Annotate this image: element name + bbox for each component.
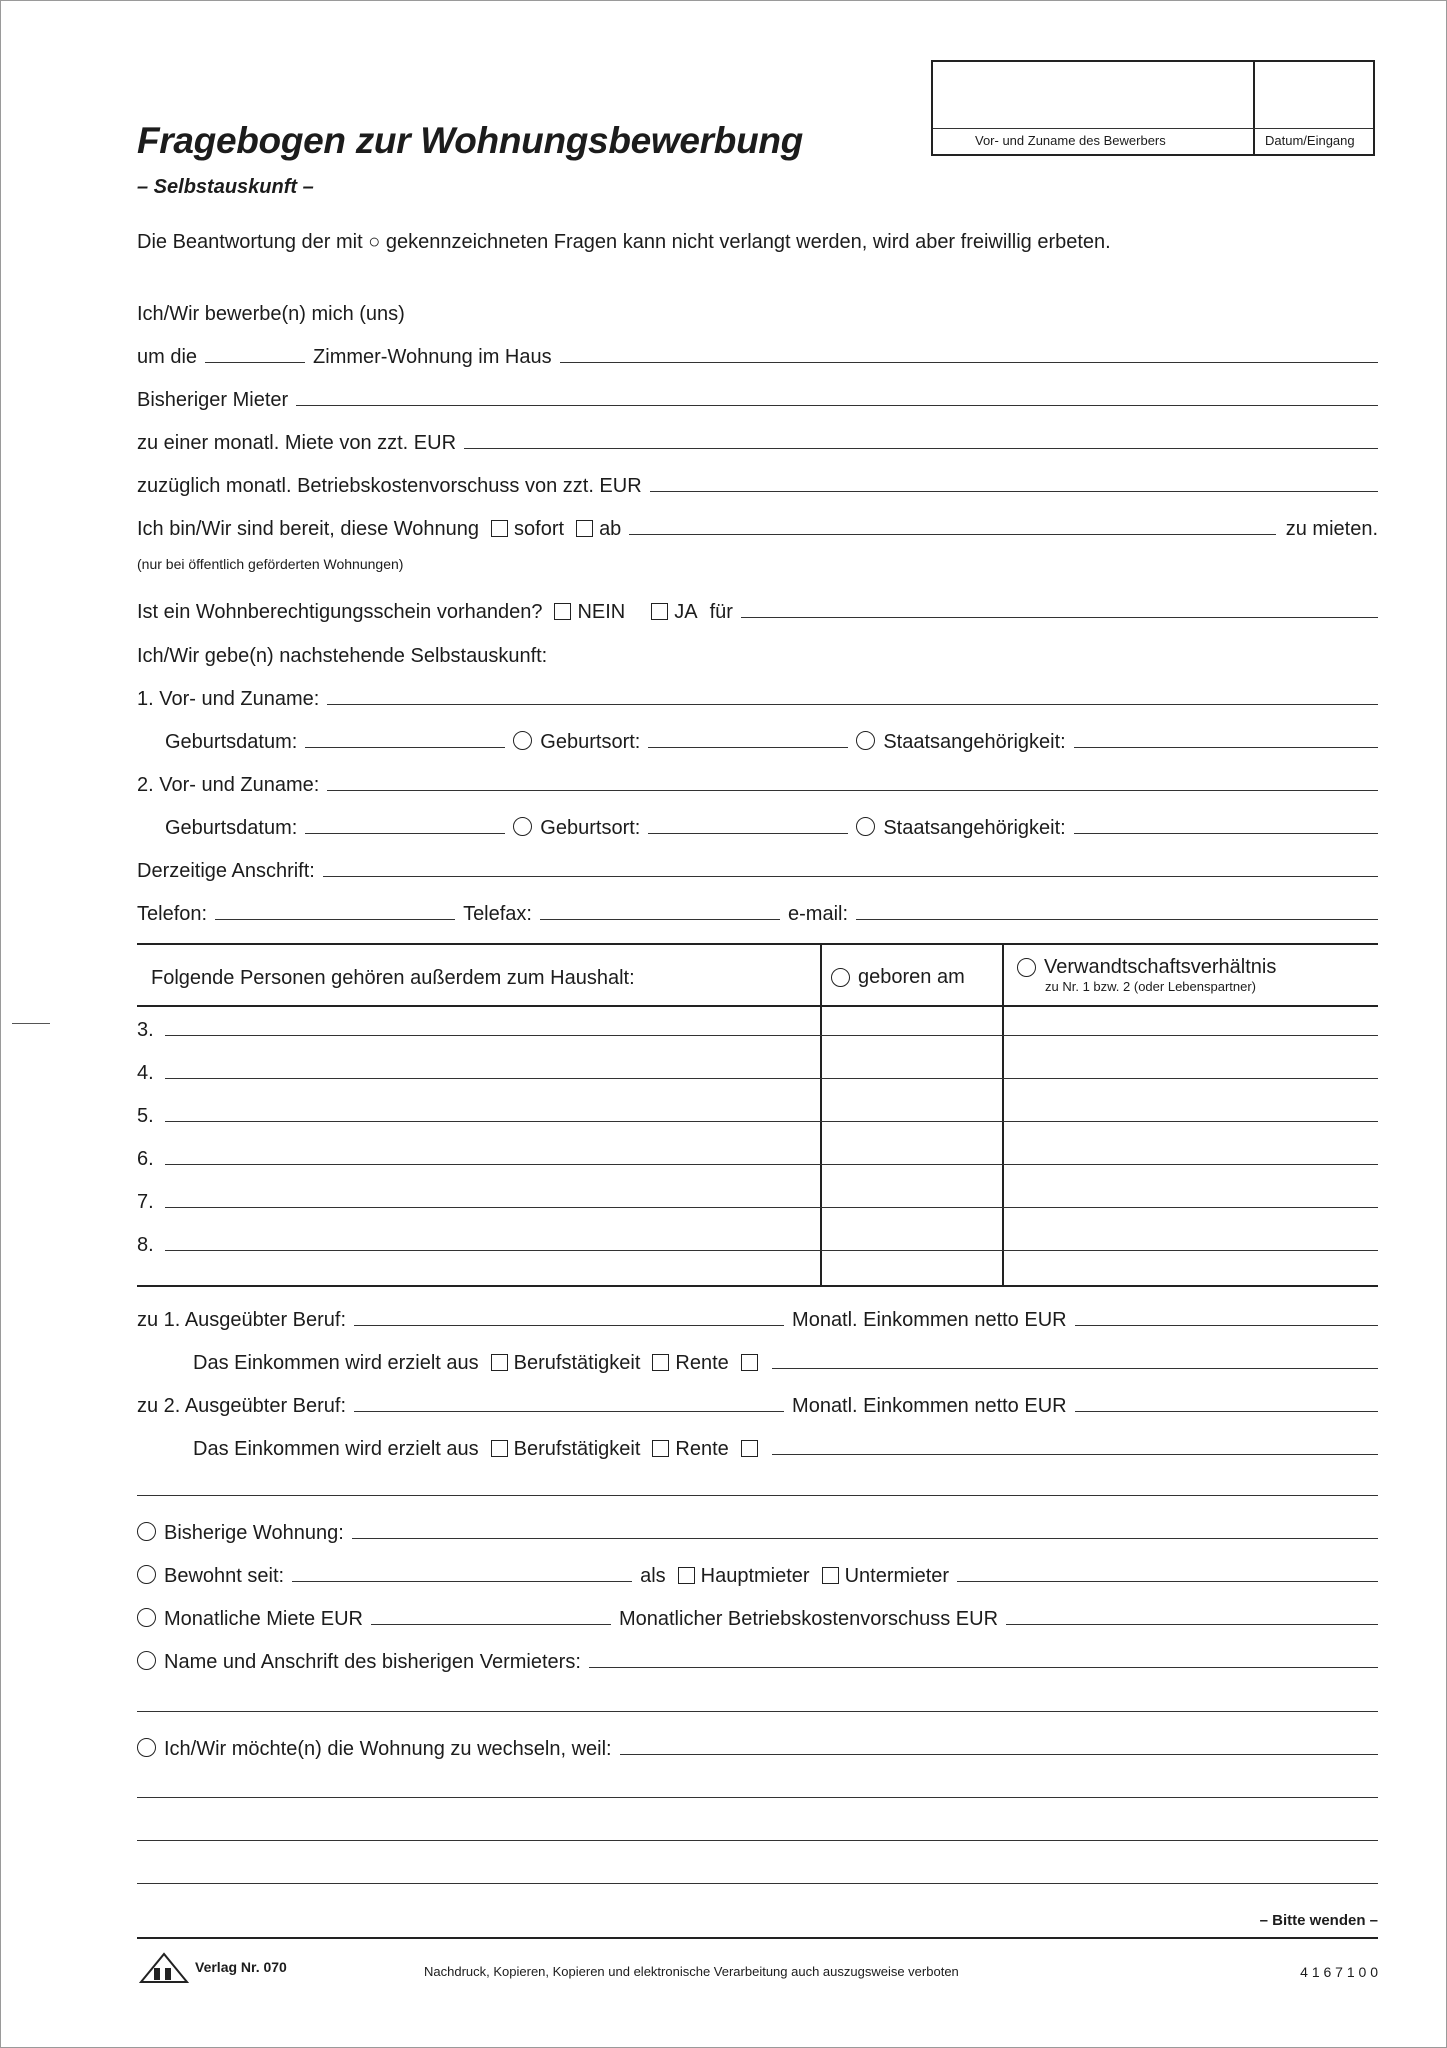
wechsel-radio[interactable]	[137, 1738, 156, 1757]
page-subtitle: – Selbstauskunft –	[137, 176, 314, 198]
person2-geburtsort-field[interactable]	[648, 833, 848, 834]
telefon-label: Telefon:	[137, 903, 208, 925]
hauptmieter-checkbox[interactable]	[678, 1567, 695, 1584]
prev-als-field[interactable]	[957, 1581, 1378, 1582]
verlag-number: Verlag Nr. 070	[195, 1959, 287, 1975]
income1-other-checkbox[interactable]	[741, 1354, 758, 1371]
prev-betriebskosten-field[interactable]	[1006, 1624, 1378, 1625]
income2-row	[137, 1388, 1378, 1418]
prev-seit-row	[137, 1558, 1378, 1588]
email-label: e-mail:	[788, 903, 849, 925]
person2-geburtsort-label: Geburtsort:	[540, 817, 641, 839]
sofort-label: sofort	[514, 518, 565, 540]
person1-name-row	[137, 681, 1378, 711]
untermieter-label: Untermieter	[844, 1565, 950, 1587]
telefax-label: Telefax:	[463, 903, 532, 925]
miete-field[interactable]	[464, 448, 1378, 449]
margin-fold-mark	[12, 1023, 50, 1024]
income1-source-row	[137, 1345, 1378, 1375]
prev-seit-field[interactable]	[292, 1581, 632, 1582]
person1-name-label: 1. Vor- und Zuname:	[137, 688, 320, 710]
footer-rule	[137, 1937, 1378, 1939]
small-note: (nur bei öffentlich geförderten Wohnungen)	[137, 556, 404, 572]
household-row-number: 4.	[137, 1062, 154, 1084]
household-row-field[interactable]	[165, 1250, 1378, 1251]
income2-other-field[interactable]	[772, 1454, 1378, 1455]
household-row-field[interactable]	[165, 1121, 1378, 1122]
income1-netto-label: Monatl. Einkommen netto EUR	[792, 1309, 1067, 1331]
footer-hinweis: Nachdruck, Kopieren, Kopieren und elektronische Verarbeitung auch auszugsweise verboten	[424, 1964, 959, 1979]
prev-vermieter-label: Name und Anschrift des bisherigen Vermieters:	[164, 1651, 581, 1673]
betriebskosten-field[interactable]	[650, 491, 1378, 492]
person2-name-field[interactable]	[327, 790, 1378, 791]
person2-birth-row	[137, 810, 1378, 840]
household-row	[137, 1098, 1378, 1128]
income2-beruf-check-label: Berufstätigkeit	[513, 1438, 641, 1460]
prev-vermieter-radio[interactable]	[137, 1651, 156, 1670]
person2-staat-label: Staatsangehörigkeit:	[883, 817, 1066, 839]
betriebskosten-row	[137, 468, 1378, 498]
untermieter-checkbox[interactable]	[822, 1567, 839, 1584]
person1-geburtsdatum-label: Geburtsdatum:	[165, 731, 298, 753]
income1-rente-checkbox[interactable]	[652, 1354, 669, 1371]
income1-row	[137, 1302, 1378, 1332]
sofort-checkbox[interactable]	[491, 520, 508, 537]
intro-row	[137, 224, 1378, 254]
household-row-number: 6.	[137, 1148, 154, 1170]
verwandt-label: Verwandtschaftsverhältnis	[1044, 956, 1277, 978]
prev-wohnung-row	[137, 1515, 1378, 1545]
household-row-number: 5.	[137, 1105, 154, 1127]
income1-rente-label: Rente	[675, 1352, 729, 1374]
header-box	[931, 60, 1375, 156]
person2-name-row	[137, 767, 1378, 797]
wbs-ja-checkbox[interactable]	[651, 603, 668, 620]
person1-birth-row	[137, 724, 1378, 754]
person2-geburtsdatum-field[interactable]	[305, 833, 505, 834]
household-row-field[interactable]	[165, 1164, 1378, 1165]
wbs-fuer-label: für	[709, 601, 733, 623]
vermieter-row	[137, 382, 1378, 412]
bitte-wenden: – Bitte wenden –	[1259, 1912, 1378, 1929]
telefon-field[interactable]	[215, 919, 455, 920]
ab-checkbox[interactable]	[576, 520, 593, 537]
rooms-field[interactable]	[205, 362, 305, 363]
ab-date-field[interactable]	[629, 534, 1275, 535]
anschrift-label: Derzeitige Anschrift:	[137, 860, 315, 882]
geboren-radio[interactable]	[831, 968, 850, 987]
income1-beruf-label: zu 1. Ausgeübter Beruf:	[137, 1309, 347, 1331]
income2-beruf-checkbox[interactable]	[491, 1440, 508, 1457]
prev-betriebskosten-label: Monatlicher Betriebskostenvorschuss EUR	[618, 1608, 999, 1630]
household-header: Folgende Personen gehören außerdem zum Haushalt:	[151, 967, 635, 989]
auskunft-row	[137, 638, 1378, 668]
household-row	[137, 1055, 1378, 1085]
household-table-header-bottom	[137, 1005, 1378, 1007]
vermieter-field[interactable]	[296, 405, 1378, 406]
bereit-row	[137, 511, 1378, 541]
income2-netto-field[interactable]	[1075, 1411, 1378, 1412]
anschrift-field[interactable]	[323, 876, 1378, 877]
household-row	[137, 1227, 1378, 1257]
prev-miete-label: Monatliche Miete EUR	[164, 1608, 363, 1630]
zimmer-label: Zimmer-Wohnung im Haus	[313, 346, 552, 368]
household-row	[137, 1141, 1378, 1171]
wbs-fuer-field[interactable]	[741, 617, 1378, 618]
income1-beruf-field[interactable]	[354, 1325, 784, 1326]
publisher-logo-icon	[137, 1950, 191, 1984]
person1-staat-radio[interactable]	[856, 731, 875, 750]
person1-geburtsort-radio[interactable]	[513, 731, 532, 750]
prev-miete-field[interactable]	[371, 1624, 611, 1625]
household-col-geboren	[831, 966, 965, 989]
telefax-field[interactable]	[540, 919, 780, 920]
wechsel-line-2[interactable]	[137, 1797, 1378, 1798]
wechsel-label: Ich/Wir möchte(n) die Wohnung zu wechseln, weil:	[164, 1738, 612, 1760]
footer-nummer: 4 1 6 7 1 0 0	[1300, 1964, 1378, 1980]
person2-staat-radio[interactable]	[856, 817, 875, 836]
prev-vermieter-field[interactable]	[589, 1667, 1378, 1668]
person2-geburtsdatum-label: Geburtsdatum:	[165, 817, 298, 839]
prev-vermieter-line-2[interactable]	[137, 1711, 1378, 1712]
prev-wohnung-label: Bisherige Wohnung:	[164, 1522, 344, 1544]
household-table-top	[137, 943, 1378, 945]
income2-beruf-field[interactable]	[354, 1411, 784, 1412]
apply-lead-row	[137, 296, 1378, 326]
hauptmieter-label: Hauptmieter	[700, 1565, 810, 1587]
person2-geburtsort-radio[interactable]	[513, 817, 532, 836]
intro-text: Die Beantwortung der mit ○ gekennzeichneten Fragen kann nicht verlangt werden, wird aber freiwillig erbeten.	[137, 231, 1111, 253]
household-row-field[interactable]	[165, 1035, 1378, 1036]
apply-lead: Ich/Wir bewerbe(n) mich (uns)	[137, 303, 405, 325]
person1-staat-label: Staatsangehörigkeit:	[883, 731, 1066, 753]
miete-label: zu einer monatl. Miete von zzt. EUR	[137, 432, 457, 454]
person1-staat-field[interactable]	[1074, 747, 1378, 748]
prev-wohnung-radio[interactable]	[137, 1522, 156, 1541]
income1-beruf-checkbox[interactable]	[491, 1354, 508, 1371]
wechsel-row	[137, 1731, 1378, 1761]
page-title: Fragebogen zur Wohnungsbewerbung	[137, 120, 803, 161]
prev-miete-row	[137, 1601, 1378, 1631]
income2-source-row	[137, 1431, 1378, 1461]
income1-netto-field[interactable]	[1075, 1325, 1378, 1326]
income1-other-field[interactable]	[772, 1368, 1378, 1369]
income2-erzielt-label: Das Einkommen wird erzielt aus	[193, 1438, 479, 1460]
household-row-number: 8.	[137, 1234, 154, 1256]
bereit-label: Ich bin/Wir sind bereit, diese Wohnung	[137, 518, 480, 540]
income2-rente-label: Rente	[675, 1438, 729, 1460]
apply-room-row	[137, 339, 1378, 369]
household-table-bottom	[137, 1285, 1378, 1287]
prev-seit-radio[interactable]	[137, 1565, 156, 1584]
email-field[interactable]	[856, 919, 1378, 920]
ab-label: ab	[599, 518, 622, 540]
wbs-nein-checkbox[interactable]	[554, 603, 571, 620]
footer-logo-group	[137, 1950, 287, 1984]
wechsel-line-4[interactable]	[137, 1883, 1378, 1884]
house-field[interactable]	[560, 362, 1378, 363]
header-box-label-right: Datum/Eingang	[1265, 133, 1355, 148]
income2-beruf-label: zu 2. Ausgeübter Beruf:	[137, 1395, 347, 1417]
small-note-row	[137, 552, 1378, 576]
income2-rente-checkbox[interactable]	[652, 1440, 669, 1457]
prev-als-label: als	[640, 1565, 666, 1587]
person1-geburtsort-label: Geburtsort:	[540, 731, 641, 753]
wbs-label: Ist ein Wohnberechtigungsschein vorhanden?	[137, 601, 543, 623]
person1-name-field[interactable]	[327, 704, 1378, 705]
separator-line	[137, 1495, 1378, 1496]
verwandt-sublabel: zu Nr. 1 bzw. 2 (oder Lebenspartner)	[1045, 979, 1257, 994]
prev-vermieter-row	[137, 1644, 1378, 1674]
household-row-number: 7.	[137, 1191, 154, 1213]
wbs-nein-label: NEIN	[577, 601, 626, 623]
person2-staat-field[interactable]	[1074, 833, 1378, 834]
person1-geburtsdatum-field[interactable]	[305, 747, 505, 748]
auskunft-label: Ich/Wir gebe(n) nachstehende Selbstauskunft:	[137, 645, 548, 667]
vermieter-label: Bisheriger Mieter	[137, 389, 289, 411]
household-row	[137, 1012, 1378, 1042]
wbs-ja-label: JA	[674, 601, 698, 623]
household-row-field[interactable]	[165, 1078, 1378, 1079]
betriebskosten-label: zuzüglich monatl. Betriebskostenvorschuss von zzt. EUR	[137, 475, 642, 497]
miete-row	[137, 425, 1378, 455]
verwandt-radio[interactable]	[1017, 958, 1036, 977]
wechsel-line-3[interactable]	[137, 1840, 1378, 1841]
income2-other-checkbox[interactable]	[741, 1440, 758, 1457]
geboren-label: geboren am	[858, 966, 965, 988]
wechsel-field[interactable]	[620, 1754, 1378, 1755]
household-row	[137, 1184, 1378, 1214]
person1-geburtsort-field[interactable]	[648, 747, 848, 748]
income2-netto-label: Monatl. Einkommen netto EUR	[792, 1395, 1067, 1417]
contact-row	[137, 896, 1378, 926]
anschrift-row	[137, 853, 1378, 883]
header-box-label-left: Vor- und Zuname des Bewerbers	[975, 133, 1166, 148]
household-row-field[interactable]	[165, 1207, 1378, 1208]
household-col-verwandt	[1017, 956, 1276, 994]
prev-seit-label: Bewohnt seit:	[164, 1565, 285, 1587]
income1-erzielt-label: Das Einkommen wird erzielt aus	[193, 1352, 479, 1374]
person2-name-label: 2. Vor- und Zuname:	[137, 774, 320, 796]
household-row-number: 3.	[137, 1019, 154, 1041]
prev-miete-radio[interactable]	[137, 1608, 156, 1627]
prev-wohnung-field[interactable]	[352, 1538, 1378, 1539]
wbs-row	[137, 594, 1378, 624]
income1-beruf-check-label: Berufstätigkeit	[513, 1352, 641, 1374]
zu-mieten-label: zu mieten.	[1285, 518, 1378, 540]
um-die-label: um die	[137, 346, 198, 368]
